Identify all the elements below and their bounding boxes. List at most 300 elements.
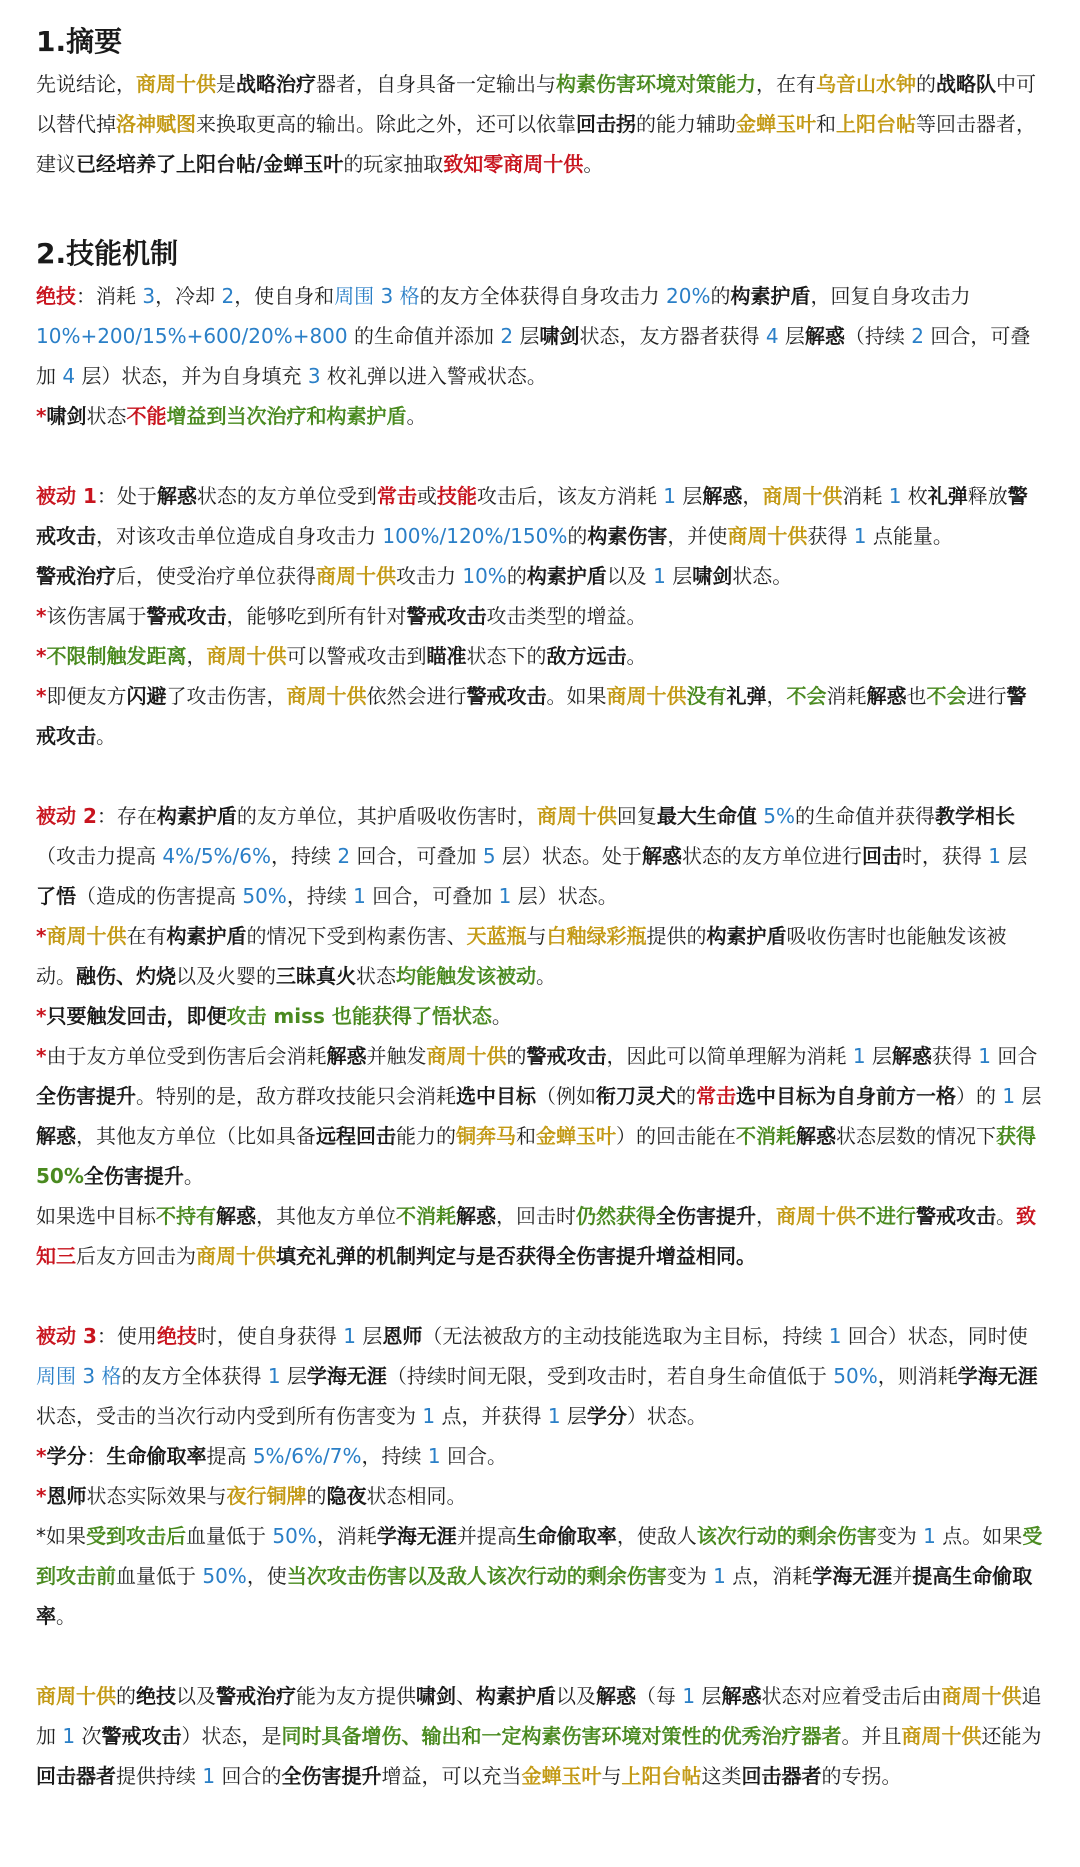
text-segment: 只要触发回击，即便	[46, 1004, 227, 1028]
text-segment: 枚礼弹以进入警戒状态。	[320, 364, 547, 388]
text-segment: 层	[1001, 844, 1028, 868]
text-segment: 敌方远击	[546, 644, 627, 668]
text-segment: 的	[116, 1684, 136, 1708]
section-heading-skill-mechanics: 2.技能机制	[36, 237, 179, 270]
text-segment: 战略队	[936, 72, 996, 96]
text-segment: 1	[427, 1444, 441, 1468]
text-segment: *	[36, 1444, 47, 1468]
section-skill-mechanics-body	[36, 276, 1044, 1796]
text-segment: 商周十供	[196, 1244, 276, 1268]
text-segment: 乌音山水钟	[816, 72, 916, 96]
text-segment: 的生命值并获得	[794, 804, 935, 828]
text-segment: 4	[765, 324, 779, 348]
text-segment: 10%+200/15%+600/20%+800	[36, 324, 348, 348]
text-segment: ）状态，是	[181, 1724, 282, 1748]
text-segment: 1	[62, 1724, 76, 1748]
text-segment: 夜行铜牌	[226, 1484, 307, 1508]
text-segment: ，其他友方单位	[256, 1204, 396, 1228]
text-segment: 。	[96, 724, 116, 748]
text-segment: 层	[280, 1364, 307, 1388]
text-segment: 均能触发该被动	[396, 964, 536, 988]
text-segment: 选中目标为自身前方一格	[736, 1084, 956, 1108]
text-segment: ，持续	[271, 844, 338, 868]
text-segment: 受到攻击前	[36, 1524, 1043, 1588]
text-segment: 层	[1015, 1084, 1042, 1108]
text-segment: 。	[183, 1164, 204, 1188]
paragraph	[36, 1316, 1044, 1436]
text-segment: 啸剑	[539, 324, 580, 348]
text-segment: 1	[353, 884, 366, 908]
section-summary	[36, 22, 1044, 184]
text-segment: 1	[682, 1684, 696, 1708]
text-segment: 状态，友方器者获得	[579, 324, 766, 348]
text-segment: 状态	[356, 964, 396, 988]
text-segment: 绝技	[36, 284, 76, 308]
text-segment: 生命偷取率	[516, 1524, 617, 1548]
text-segment: 1	[343, 1324, 356, 1348]
text-segment: 1	[828, 1324, 842, 1348]
text-segment: 追加	[36, 1684, 1042, 1748]
text-segment: （持续	[844, 324, 912, 348]
text-segment: 警戒攻击	[406, 604, 487, 628]
text-segment: 依然会进行	[366, 684, 467, 708]
text-segment: 1	[978, 1044, 992, 1068]
text-segment: 不会	[926, 684, 967, 708]
text-segment: 层	[778, 324, 805, 348]
text-segment: 、	[456, 1684, 476, 1708]
text-segment: ：存在	[96, 804, 157, 828]
text-segment: 的	[676, 1084, 696, 1108]
text-segment: ，持续	[286, 884, 354, 908]
text-segment: ：使用	[96, 1324, 157, 1348]
text-segment: 金蝉玉叶	[736, 112, 816, 136]
text-segment: 回击器者	[36, 1764, 116, 1788]
text-segment: 构素护盾	[476, 1684, 556, 1708]
text-segment: 时，获得	[901, 844, 989, 868]
text-segment: ：处于	[96, 484, 157, 508]
text-segment: 消耗	[842, 484, 889, 508]
text-segment: 被动 3	[36, 1324, 97, 1348]
text-segment: 不进行	[856, 1204, 916, 1228]
text-segment: 该伤害属于	[46, 604, 147, 628]
text-segment: 10%	[462, 564, 507, 588]
text-segment: 中可以替代掉	[36, 72, 1036, 136]
text-segment: ：消耗	[76, 284, 143, 308]
text-segment: 技能	[436, 484, 477, 508]
text-segment: 状态对应着受击后由	[761, 1684, 942, 1708]
text-segment: 100%/120%/150%	[382, 524, 568, 548]
text-segment: *	[36, 1004, 47, 1028]
text-segment: 1	[713, 1564, 726, 1588]
text-segment: ：	[86, 1444, 107, 1468]
text-segment: *	[36, 684, 47, 708]
text-segment: 解惑	[702, 484, 743, 508]
text-segment: 提供持续	[116, 1764, 203, 1788]
paragraph	[36, 396, 1044, 436]
text-segment: 层）状态，并为自身填充	[75, 364, 308, 388]
text-segment: 5	[482, 844, 496, 868]
text-segment: 1	[422, 1404, 436, 1428]
text-segment: 增益，可以充当	[381, 1764, 522, 1788]
text-segment: 商周十供	[46, 924, 127, 948]
section-heading-summary: 1.摘要	[36, 25, 123, 58]
text-segment: 常击	[376, 484, 417, 508]
text-segment: 2	[221, 284, 235, 308]
text-segment: 3	[307, 364, 321, 388]
text-segment: 状态的友方单位受到	[196, 484, 377, 508]
text-segment: 状态相同。	[366, 1484, 467, 1508]
text-segment: 攻击力	[396, 564, 463, 588]
paragraph	[36, 276, 1044, 396]
text-segment: 的	[506, 564, 527, 588]
text-segment: 和	[516, 1124, 536, 1148]
text-segment: 周围 3 格	[36, 1364, 122, 1388]
text-segment: 并触发	[366, 1044, 427, 1068]
text-segment: 最大生命值	[656, 804, 757, 828]
text-segment: *	[36, 604, 47, 628]
text-segment: 是	[216, 72, 236, 96]
text-segment: 绝技	[136, 1684, 176, 1708]
text-segment: 1	[988, 844, 1002, 868]
text-segment: 构素护盾	[706, 924, 787, 948]
text-segment: 的	[506, 1044, 527, 1068]
text-segment: 获得	[807, 524, 854, 548]
text-segment: 和	[816, 112, 836, 136]
text-segment: 以及	[606, 564, 654, 588]
text-segment: *	[36, 1484, 47, 1508]
text-segment: 远程回击	[316, 1124, 396, 1148]
text-segment: 解惑	[456, 1204, 496, 1228]
text-segment: 不消耗	[736, 1124, 796, 1148]
text-segment: 解惑	[596, 1684, 636, 1708]
text-segment: 恩师	[382, 1324, 423, 1348]
paragraph	[36, 1516, 1044, 1636]
paragraph	[36, 1436, 1044, 1476]
text-segment: 构素护盾	[730, 284, 811, 308]
text-segment: 该次行动的剩余伤害	[696, 1524, 877, 1548]
text-segment: 构素伤害	[587, 524, 668, 548]
text-segment: 以及	[556, 1684, 596, 1708]
text-segment: 状态的友方单位进行	[681, 844, 862, 868]
paragraph	[36, 796, 1044, 916]
text-segment: 解惑	[796, 1124, 836, 1148]
text-segment: ）的回击能在	[616, 1124, 736, 1148]
text-segment: 还能为	[981, 1724, 1042, 1748]
text-segment: 学分	[46, 1444, 87, 1468]
text-segment: 选中目标	[456, 1084, 536, 1108]
text-segment: 啸剑	[416, 1684, 456, 1708]
text-segment: 即便友方	[46, 684, 127, 708]
text-segment: 层	[675, 484, 703, 508]
text-segment: 的友方全体获得自身攻击力	[419, 284, 666, 308]
text-segment: 2	[337, 844, 351, 868]
text-segment: 天蓝瓶	[466, 924, 527, 948]
text-segment: 状态	[86, 404, 127, 428]
text-segment: 层	[865, 1044, 892, 1068]
text-segment: 商周十供	[206, 644, 287, 668]
text-segment: ，对该攻击单位造成自身攻击力	[96, 524, 383, 548]
text-segment: 仍然获得	[576, 1204, 656, 1228]
text-segment: ，持续	[361, 1444, 428, 1468]
text-segment: 学海无涯	[306, 1364, 387, 1388]
text-segment: 商周十供	[426, 1044, 507, 1068]
text-segment: 。	[583, 152, 604, 176]
text-segment: 周围 3 格	[334, 284, 420, 308]
text-segment: 绝技	[156, 1324, 197, 1348]
text-segment: 不持有	[156, 1204, 216, 1228]
text-segment: 获得 50%	[36, 1124, 1036, 1188]
text-segment: 后友方回击为	[76, 1244, 196, 1268]
text-segment: 回合	[991, 1044, 1038, 1068]
text-segment: 警戒攻击	[466, 684, 547, 708]
text-segment: 层	[355, 1324, 383, 1348]
text-segment: 释放	[967, 484, 1008, 508]
text-segment: 当次攻击伤害以及敌人该次行动的剩余伤害	[286, 1564, 667, 1588]
text-segment: 1	[888, 484, 902, 508]
text-segment: 在有	[126, 924, 167, 948]
text-segment: ，其他友方单位（比如具备	[76, 1124, 316, 1148]
text-segment: ，冷却	[155, 284, 222, 308]
text-segment: 的玩家抽取	[343, 152, 444, 176]
text-segment: 可以警戒攻击到	[286, 644, 427, 668]
text-segment: 层）状态。	[511, 884, 618, 908]
text-segment: 1	[853, 524, 867, 548]
text-segment: 构素伤害环境对策能力	[556, 72, 756, 96]
text-segment: 回合，可叠加	[365, 884, 499, 908]
text-segment: 的专拐。	[821, 1764, 902, 1788]
paragraph	[36, 1676, 1044, 1796]
text-segment: （造成的伤害提高	[76, 884, 243, 908]
text-segment: 并	[892, 1564, 913, 1588]
text-segment: ，	[756, 1204, 776, 1228]
text-segment: 商周十供	[901, 1724, 982, 1748]
text-segment: 的能力辅助	[636, 112, 736, 136]
text-segment: 1	[852, 1044, 866, 1068]
text-segment: 血量低于	[186, 1524, 273, 1548]
text-segment: ，因此可以简单理解为消耗	[606, 1044, 853, 1068]
text-segment: 。	[56, 1604, 76, 1628]
text-segment: ，使自身和	[234, 284, 335, 308]
paragraph	[36, 556, 1044, 596]
text-segment: *	[36, 1044, 47, 1068]
text-segment: 瞄准	[426, 644, 467, 668]
text-segment: ，	[766, 684, 787, 708]
text-segment: 回合的	[215, 1764, 282, 1788]
text-segment: 50%	[833, 1364, 878, 1388]
text-segment: 填充礼弹的机制判定与是否获得全伤害提升增益相同。	[276, 1244, 756, 1268]
text-segment: 。	[491, 1004, 512, 1028]
text-segment: 先说结论，	[36, 72, 136, 96]
text-segment: 了攻击伤害，	[166, 684, 287, 708]
text-segment: ，使敌人	[616, 1524, 697, 1548]
text-segment: 血量低于	[116, 1564, 203, 1588]
text-segment: 被动 2	[36, 804, 97, 828]
text-segment: （无法被敌方的主动技能选取为主目标，持续	[422, 1324, 829, 1348]
text-segment: 枚	[901, 484, 928, 508]
text-segment: 衔刀灵犬	[596, 1084, 676, 1108]
text-segment: 商周十供	[776, 1204, 856, 1228]
text-segment: 后，使受治疗单位获得	[116, 564, 316, 588]
text-segment: 。	[536, 964, 556, 988]
text-segment: 解惑	[326, 1044, 367, 1068]
section-skill-mechanics	[36, 234, 1044, 1796]
text-segment: 以及	[176, 1684, 216, 1708]
paragraph	[36, 1476, 1044, 1516]
text-segment: 1	[923, 1524, 936, 1548]
text-segment: 白釉绿彩瓶	[546, 924, 647, 948]
text-segment: 与	[601, 1764, 622, 1788]
text-segment: 构素护盾	[156, 804, 237, 828]
text-segment: ，回复自身攻击力	[810, 284, 971, 308]
text-segment: 同时具备增伤、输出和一定构素伤害环境对策性的优秀治疗器者	[281, 1724, 842, 1748]
text-segment: 构素护盾	[166, 924, 247, 948]
text-segment: 变为	[666, 1564, 714, 1588]
text-segment: 如果选中目标	[36, 1204, 156, 1228]
paragraph	[36, 1036, 1044, 1196]
text-segment: 商周十供	[606, 684, 687, 708]
text-segment: 点。如果	[935, 1524, 1023, 1548]
text-segment: 提供的	[646, 924, 707, 948]
text-segment: （持续时间无限，受到攻击时，若自身生命值低于	[386, 1364, 834, 1388]
text-segment: 被动 1	[36, 484, 97, 508]
text-segment: 全伤害提升	[281, 1764, 382, 1788]
text-segment: 学海无涯	[957, 1364, 1038, 1388]
text-segment: 解惑	[641, 844, 682, 868]
text-segment: 回击	[861, 844, 902, 868]
text-segment: 商周十供	[316, 564, 396, 588]
text-segment: 消耗	[826, 684, 867, 708]
text-segment: 的情况下受到构素伤害、	[246, 924, 467, 948]
text-segment: *	[36, 644, 47, 668]
text-segment: *	[36, 404, 47, 428]
text-segment: 层	[695, 1684, 722, 1708]
text-segment: 也	[906, 684, 927, 708]
text-segment: 由于友方单位受到伤害后会消耗	[46, 1044, 327, 1068]
text-segment: 50%	[202, 1564, 247, 1588]
text-segment: 警戒攻击	[36, 684, 1027, 748]
text-segment: 提高	[206, 1444, 253, 1468]
text-segment: 1	[1002, 1084, 1016, 1108]
text-segment: 器者，自身具备一定输出与	[316, 72, 556, 96]
text-segment: ，消耗	[316, 1524, 377, 1548]
text-segment: 以及火婴的	[176, 964, 276, 988]
text-segment: 回合。	[440, 1444, 507, 1468]
text-segment: 不能	[126, 404, 167, 428]
text-segment: 5%	[763, 804, 795, 828]
text-segment: 层	[665, 564, 693, 588]
text-segment: 的友方单位，其护盾吸收伤害时，	[236, 804, 537, 828]
text-segment: 解惑	[866, 684, 907, 708]
text-segment: *如果	[36, 1524, 86, 1548]
text-segment: 解惑	[36, 1124, 76, 1148]
text-segment: 增益到当次治疗和构素护盾	[166, 404, 407, 428]
text-segment: 3	[142, 284, 156, 308]
paragraph	[36, 996, 1044, 1036]
text-segment: 。如果	[546, 684, 607, 708]
paragraph	[36, 596, 1044, 636]
text-segment: 战略治疗	[236, 72, 316, 96]
text-segment: 次	[75, 1724, 102, 1748]
text-segment: 。	[626, 644, 647, 668]
text-segment: 商周十供	[762, 484, 843, 508]
text-segment: 1	[653, 564, 666, 588]
text-segment: （每	[636, 1684, 683, 1708]
text-segment: 状态层数的情况下	[836, 1124, 996, 1148]
text-segment: 攻击类型的增益。	[486, 604, 647, 628]
text-segment: 获得	[931, 1044, 979, 1068]
text-segment: 能力的	[396, 1124, 456, 1148]
text-segment: ，能够吃到所有针对	[226, 604, 407, 628]
text-segment: 1	[547, 1404, 561, 1428]
text-segment: 解惑	[216, 1204, 256, 1228]
text-segment: 1	[202, 1764, 216, 1788]
text-segment: 致知零商周十供	[443, 152, 584, 176]
text-segment: 回击拐	[576, 112, 636, 136]
text-segment: ）的	[956, 1084, 1003, 1108]
text-segment: （攻击力提高	[36, 844, 163, 868]
text-segment: 状态实际效果与	[86, 1484, 227, 1508]
text-segment: 商周十供	[727, 524, 808, 548]
text-segment: 金蝉玉叶	[521, 1764, 602, 1788]
text-segment: 2	[911, 324, 924, 348]
text-segment: 点，并获得	[435, 1404, 548, 1428]
section-summary-body	[36, 64, 1044, 184]
text-segment: 啸剑	[46, 404, 87, 428]
text-segment: 能为友方提供	[296, 1684, 416, 1708]
text-segment: 1	[498, 884, 512, 908]
text-segment: 层	[560, 1404, 587, 1428]
text-segment: 点能量。	[866, 524, 953, 548]
text-segment: 的生命值并添加	[347, 324, 501, 348]
text-segment: 并提高	[456, 1524, 517, 1548]
text-segment: 等回击器者，建议	[36, 112, 1036, 176]
text-segment: 上阳台帖	[621, 1764, 702, 1788]
text-segment: 不限制触发距离	[46, 644, 187, 668]
text-segment: 或	[416, 484, 437, 508]
text-segment: 解惑	[156, 484, 197, 508]
text-segment: 时，使自身获得	[196, 1324, 344, 1348]
text-segment: 回击器者	[741, 1764, 822, 1788]
text-segment: 不会	[786, 684, 827, 708]
text-segment: 。并且	[841, 1724, 902, 1748]
text-segment: 。	[406, 404, 427, 428]
paragraph	[36, 1196, 1044, 1276]
text-segment: 商周十供	[136, 72, 216, 96]
text-segment: 恩师	[46, 1484, 87, 1508]
text-segment: 5%/6%/7%	[252, 1444, 362, 1468]
text-segment: 礼弹	[927, 484, 968, 508]
text-segment: 没有	[686, 684, 727, 708]
text-segment: 20%	[666, 284, 711, 308]
text-segment: ，则消耗	[877, 1364, 958, 1388]
text-segment: 学海无涯	[812, 1564, 893, 1588]
text-segment: ）状态。	[626, 1404, 707, 1428]
text-segment: 警戒攻击	[36, 484, 1028, 548]
text-segment: 解惑	[721, 1684, 762, 1708]
text-segment: 已经培养了上阳台帖/金蝉玉叶	[76, 152, 344, 176]
text-segment: 解惑	[891, 1044, 932, 1068]
paragraph	[36, 476, 1044, 556]
text-segment: 的	[916, 72, 936, 96]
text-segment: 吸收伤害时也能触发该被动。	[36, 924, 1007, 988]
text-segment: 回合）状态，同时使	[841, 1324, 1028, 1348]
text-segment: 生命偷取率	[106, 1444, 207, 1468]
text-segment: 闪避	[126, 684, 167, 708]
paragraph	[36, 64, 1044, 184]
text-segment: 警戒攻击	[526, 1044, 607, 1068]
text-segment: 的	[710, 284, 731, 308]
text-segment: 三昧真火	[276, 964, 356, 988]
